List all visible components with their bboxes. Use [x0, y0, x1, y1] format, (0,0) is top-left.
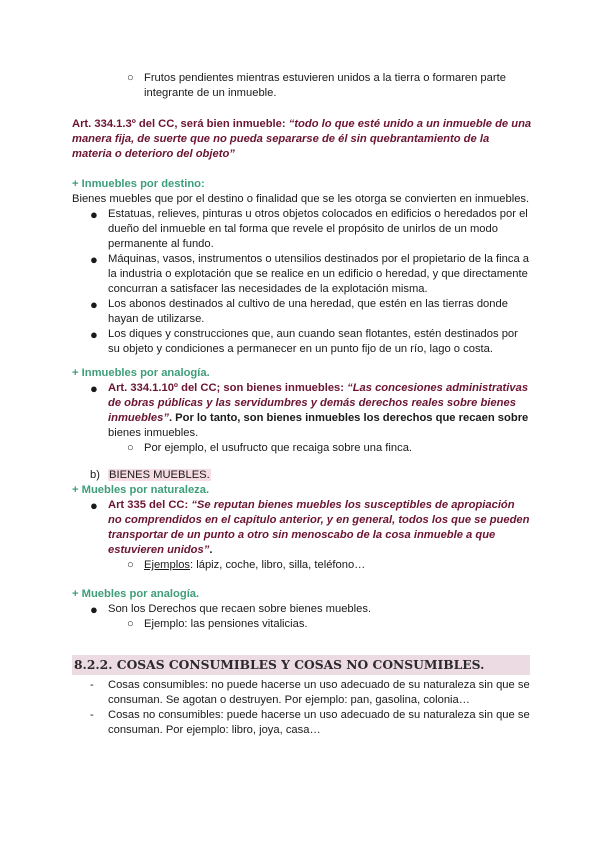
dash-bullet-icon: - — [90, 709, 94, 721]
art-334-3-line-3: materia o deterioro del objeto” — [72, 148, 235, 160]
art-335-line-1 — [108, 498, 515, 513]
fruits-line-2: integrante de un inmueble. — [144, 87, 277, 99]
circle-bullet-icon: ○ — [127, 559, 134, 571]
fruits-line-1: Frutos pendientes mientras estuvieren unidos a la tierra o formaren parte — [144, 72, 506, 84]
pensiones-example: Ejemplo: las pensiones vitalicias. — [144, 618, 308, 630]
ejemplos-muebles — [144, 558, 365, 573]
bullet-icon: ● — [90, 602, 98, 617]
bullet-icon: ● — [90, 381, 98, 396]
consumibles-item-1-line-1: Cosas consumibles: no puede hacerse un uso adecuado de su naturaleza sin que se — [108, 679, 530, 691]
heading-muebles-naturaleza: + Muebles por naturaleza. — [72, 484, 210, 496]
dash-bullet-icon: - — [90, 679, 94, 691]
consumibles-item-1-line-2: consuman. Se agotan o destruyen. Por ejemplo: pan, gasolina, colonia… — [108, 694, 470, 706]
circle-bullet-icon: ○ — [127, 72, 134, 84]
art-335-quote-end: estuvieren unidos” — [108, 544, 210, 556]
destino-item-2-line-1: Máquinas, vasos, instrumentos o utensilios destinados por el propietario de la finca a — [108, 253, 530, 265]
circle-bullet-icon: ○ — [127, 442, 134, 454]
destino-item-1-line-2: dueño del inmueble en tal forma que revele el propósito de unirlos de un modo — [108, 223, 498, 235]
consumibles-item-2-line-2: consuman. Por ejemplo: libro, joya, casa… — [108, 724, 321, 736]
art-335-line-2: no comprendidos en el capítulo anterior, y en general, todos los que se pueden — [108, 514, 530, 526]
art-334-3-line-2: manera fija, de suerte que no pueda separarse de él sin quebrantamiento de la — [72, 133, 490, 145]
art-334-10-line-1 — [108, 381, 528, 396]
art-335-line-4 — [108, 543, 212, 558]
bullet-icon: ● — [90, 327, 98, 342]
bienes-muebles-text: BIENES MUEBLES. — [109, 469, 210, 481]
art-334-3-ref: Art. 334.1.3º del CC, será bien inmueble: — [72, 118, 289, 130]
destino-item-4-line-2: su objeto y condiciones a permanecer en un punto fijo de un río, lago o costa. — [108, 343, 493, 355]
destino-item-4-line-1: Los diques y construcciones que, aun cuando sean flotantes, estén destinados por — [108, 328, 518, 340]
section-heading-8-2-2: 8.2.2. COSAS CONSUMIBLES Y COSAS NO CONSUMIBLES. — [72, 655, 530, 675]
heading-muebles-analogia: + Muebles por analogía. — [72, 588, 200, 600]
art-335-line-3: transportar de un punto a otro sin menoscabo de la cosa inmueble a que — [108, 529, 496, 541]
ejemplos-text: : lápiz, coche, libro, silla, teléfono… — [190, 559, 366, 571]
art-334-10-ref: Art. 334.1.10º del CC; son bienes inmuebles: — [108, 382, 348, 394]
destino-item-3-line-2: hayan de utilizarse. — [108, 313, 205, 325]
destino-item-1-line-1: Estatuas, relieves, pinturas u otros objetos colocados en edificios o heredados por el — [108, 208, 528, 220]
bienes-muebles-label — [108, 468, 211, 483]
destino-item-3-line-1: Los abonos destinados al cultivo de una heredad, que estén en las tierras donde — [108, 298, 508, 310]
art-334-10-quote-end: inmuebles” — [108, 412, 169, 424]
destino-item-2-line-3: concurran a satisfacer las necesidades de la explotación misma. — [108, 283, 428, 295]
bullet-icon: ● — [90, 297, 98, 312]
heading-inmuebles-analogia: + Inmuebles por analogía. — [72, 367, 210, 379]
bienes-muebles-marker: b) — [90, 469, 100, 481]
art-334-10-quote: “Las concesiones administrativas — [347, 382, 529, 394]
heading-inmuebles-destino: + Inmuebles por destino: — [72, 178, 205, 190]
art-335-period: . — [209, 544, 213, 556]
art-334-10-line-3 — [108, 411, 528, 426]
art-335-quote: “Se reputan bienes muebles los susceptibles de apropiación — [191, 499, 515, 511]
art-335-ref: Art 335 del CC: — [108, 499, 192, 511]
art-334-3-quote: “todo lo que esté unido a un inmueble de una — [288, 118, 532, 130]
bullet-icon: ● — [90, 498, 98, 513]
art-334-10-line-2: de obras públicas y las servidumbres y demás derechos reales sobre bienes — [108, 397, 516, 409]
art-334-10-period: . Por lo tanto, son bienes inmuebles los derechos que recaen sobre — [168, 412, 529, 424]
consumibles-item-2-line-1: Cosas no consumibles: puede hacerse un uso adecuado de su naturaleza sin que se — [108, 709, 530, 721]
circle-bullet-icon: ○ — [127, 618, 134, 630]
bullet-icon: ● — [90, 207, 98, 222]
bullet-icon: ● — [90, 252, 98, 267]
muebles-analogia-item: Son los Derechos que recaen sobre bienes muebles. — [108, 603, 372, 615]
destino-item-1-line-3: permanente al fundo. — [108, 238, 214, 250]
usufructo-example: Por ejemplo, el usufructo que recaiga sobre una finca. — [144, 442, 413, 454]
ejemplos-label: Ejemplos — [144, 559, 191, 571]
art-334-10-line-4: bienes inmuebles. — [108, 427, 199, 439]
art-334-3-line-1 — [72, 117, 531, 132]
destino-intro: Bienes muebles que por el destino o finalidad que se les otorga se convierten en inmuebles. — [72, 193, 530, 205]
destino-item-2-line-2: la industria o explotación que se realice en un edificio o heredad, y que directamente — [108, 268, 528, 280]
